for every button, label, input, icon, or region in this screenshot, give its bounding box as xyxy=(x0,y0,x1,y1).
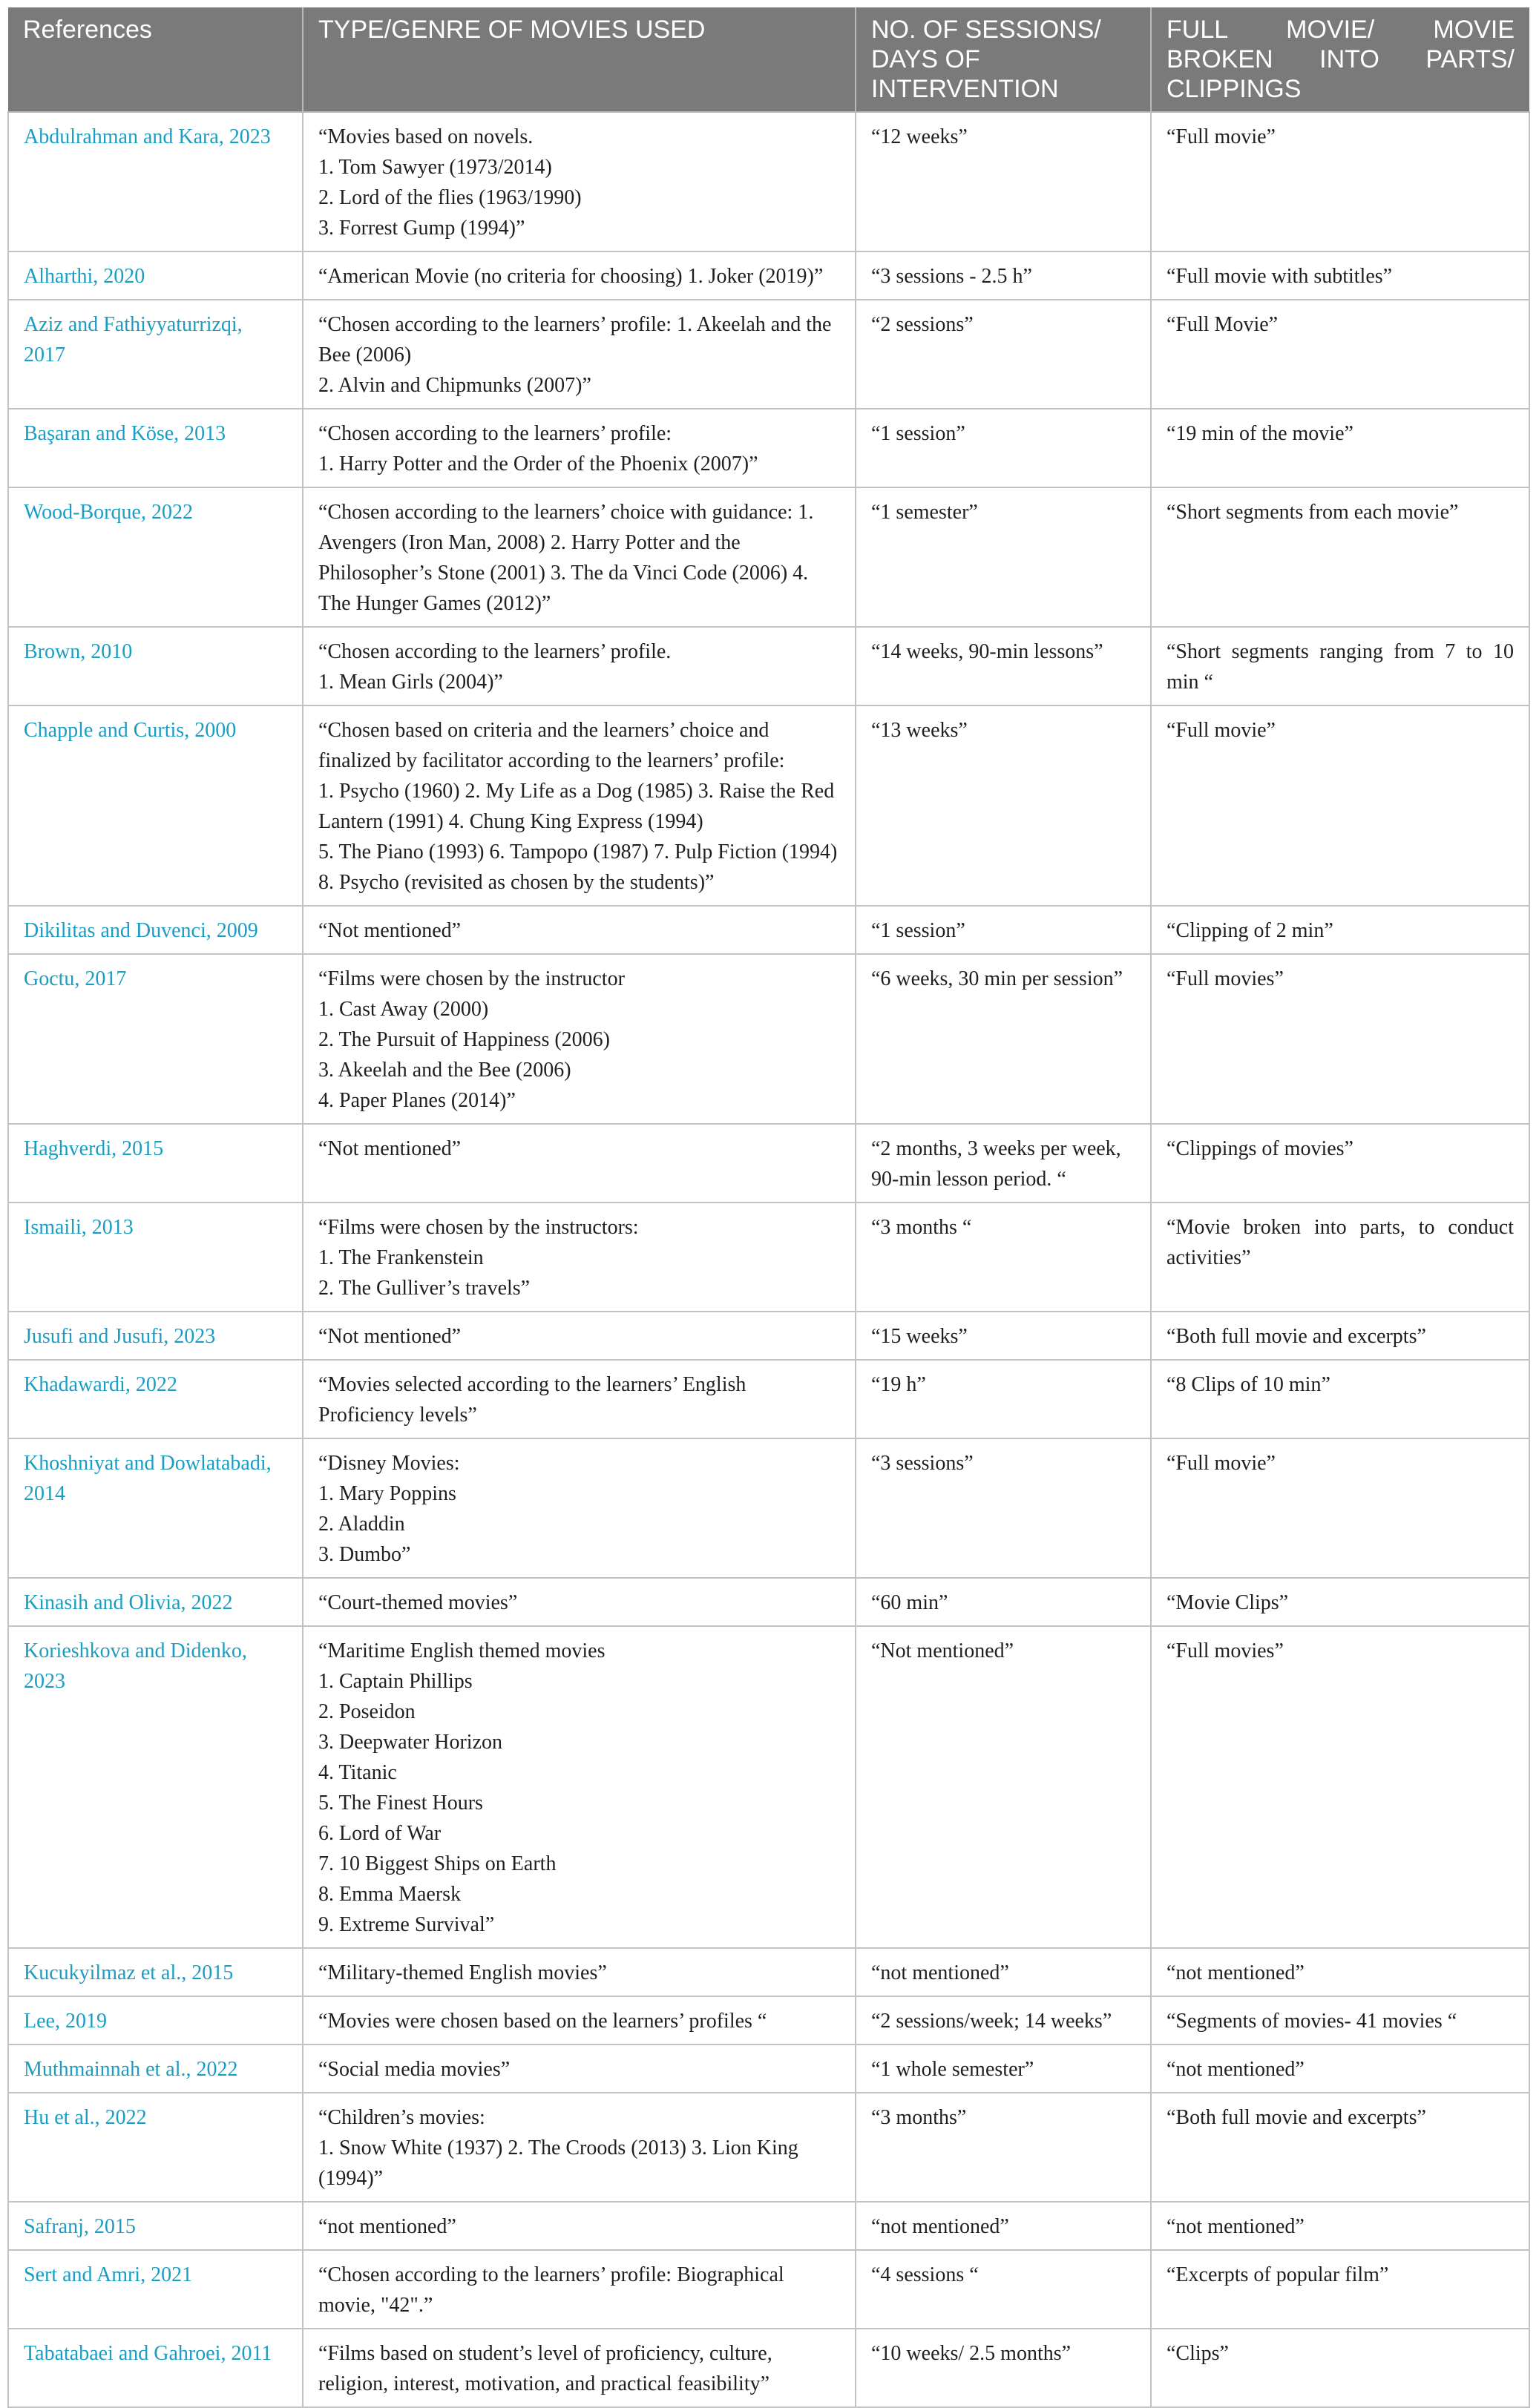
reference-link[interactable]: Dikilitas and Duvenci, 2009 xyxy=(8,906,303,954)
format-cell: “Segments of movies- 41 movies “ xyxy=(1151,1996,1529,2045)
movies-cell xyxy=(303,1360,856,1438)
table-row xyxy=(8,2093,1529,2202)
reference-link[interactable]: Lee, 2019 xyxy=(8,1996,303,2045)
movie-line: 2. The Pursuit of Happiness (2006) xyxy=(318,1028,610,1051)
movies-cell xyxy=(303,1578,856,1626)
reference-link[interactable]: Khadawardi, 2022 xyxy=(8,1360,303,1438)
sessions-cell: “2 sessions/week; 14 weeks” xyxy=(856,1996,1151,2045)
table-row xyxy=(8,954,1529,1124)
movie-line: 9. Extreme Survival” xyxy=(318,1913,495,1936)
reference-link[interactable]: Ismaili, 2013 xyxy=(8,1203,303,1312)
movies-cell xyxy=(303,409,856,487)
movie-line: 1. Cast Away (2000) xyxy=(318,998,489,1021)
movie-line: “Maritime English themed movies xyxy=(318,1639,606,1662)
format-cell: “Full movie” xyxy=(1151,112,1529,251)
movie-line: 2. Lord of the flies (1963/1990) xyxy=(318,186,582,209)
movies-cell xyxy=(303,1996,856,2045)
movie-line: 8. Emma Maersk xyxy=(318,1883,462,1906)
reference-link[interactable]: Brown, 2010 xyxy=(8,627,303,705)
movies-cell xyxy=(303,705,856,906)
movies-cell xyxy=(303,300,856,409)
movie-line: “Disney Movies: xyxy=(318,1452,460,1475)
movie-line: 1. The Frankenstein xyxy=(318,1246,484,1269)
table-row xyxy=(8,1948,1529,1996)
format-cell: “not mentioned” xyxy=(1151,2045,1529,2093)
sessions-cell: “3 months” xyxy=(856,2093,1151,2202)
movies-cell xyxy=(303,112,856,251)
movies-cell xyxy=(303,627,856,705)
table-row xyxy=(8,1578,1529,1626)
movie-line: 1. Mean Girls (2004)” xyxy=(318,671,503,694)
table-row xyxy=(8,2250,1529,2329)
movies-cell xyxy=(303,2045,856,2093)
format-cell: “Full movies” xyxy=(1151,1626,1529,1948)
movie-line: 5. The Piano (1993) 6. Tampopo (1987) 7. Pulp Fiction (1994) 8. Psycho (revisited as chosen by the students)” xyxy=(318,841,838,894)
movies-cell xyxy=(303,2329,856,2407)
sessions-cell: “4 sessions “ xyxy=(856,2250,1151,2329)
movie-line: “Chosen according to the learners’ profile: xyxy=(318,422,672,445)
movies-cell xyxy=(303,1124,856,1203)
table-row xyxy=(8,300,1529,409)
movies-cell xyxy=(303,251,856,300)
movie-line: “Films were chosen by the instructor xyxy=(318,967,625,990)
movies-cell xyxy=(303,487,856,627)
movie-line: “Children’s movies: xyxy=(318,2106,485,2129)
movie-line: “Military-themed English movies” xyxy=(318,1961,607,1984)
header-references: References xyxy=(8,7,303,112)
sessions-cell: “3 sessions” xyxy=(856,1438,1151,1578)
reference-link[interactable]: Wood-Borque, 2022 xyxy=(8,487,303,627)
format-cell: “Both full movie and excerpts” xyxy=(1151,1312,1529,1360)
movie-line: “Films based on student’s level of proficiency, culture, religion, interest, motivation, and practical feasibility” xyxy=(318,2342,772,2395)
table-body xyxy=(8,112,1529,2407)
table-row xyxy=(8,1203,1529,1312)
format-cell: “Clippings of movies” xyxy=(1151,1124,1529,1203)
reference-link[interactable]: Aziz and Fathiyyaturrizqi, 2017 xyxy=(8,300,303,409)
format-cell: “not mentioned” xyxy=(1151,2202,1529,2250)
sessions-cell: “12 weeks” xyxy=(856,112,1151,251)
sessions-cell: “1 session” xyxy=(856,906,1151,954)
format-cell: “Full movies” xyxy=(1151,954,1529,1124)
sessions-cell: “not mentioned” xyxy=(856,1948,1151,1996)
sessions-cell: “3 months “ xyxy=(856,1203,1151,1312)
movie-line: 4. Paper Planes (2014)” xyxy=(318,1089,516,1112)
movies-cell xyxy=(303,1626,856,1948)
movies-cell xyxy=(303,2202,856,2250)
format-cell: “Full movie” xyxy=(1151,1438,1529,1578)
movie-line: “Not mentioned” xyxy=(318,1137,462,1160)
sessions-cell: “6 weeks, 30 min per session” xyxy=(856,954,1151,1124)
movie-line: “Chosen according to the learners’ profile: Biographical movie, "42".” xyxy=(318,2263,784,2317)
sessions-cell: “3 sessions - 2.5 h” xyxy=(856,251,1151,300)
movie-line: 1. Harry Potter and the Order of the Phoenix (2007)” xyxy=(318,453,758,476)
sessions-cell: “13 weeks” xyxy=(856,705,1151,906)
table-row xyxy=(8,487,1529,627)
movie-line: 1. Tom Sawyer (1973/2014) xyxy=(318,156,552,179)
reference-link[interactable]: Başaran and Köse, 2013 xyxy=(8,409,303,487)
movie-line: 3. Akeelah and the Bee (2006) xyxy=(318,1059,571,1082)
table-row xyxy=(8,251,1529,300)
sessions-cell: “15 weeks” xyxy=(856,1312,1151,1360)
table-row xyxy=(8,2329,1529,2407)
movie-line: 3. Deepwater Horizon xyxy=(318,1731,503,1754)
format-cell: “8 Clips of 10 min” xyxy=(1151,1360,1529,1438)
reference-link[interactable]: Alharthi, 2020 xyxy=(8,251,303,300)
sessions-cell: “not mentioned” xyxy=(856,2202,1151,2250)
movies-cell xyxy=(303,2093,856,2202)
movie-line: 7. 10 Biggest Ships on Earth xyxy=(318,1852,557,1875)
movie-line: 3. Forrest Gump (1994)” xyxy=(318,217,525,240)
sessions-cell: “10 weeks/ 2.5 months” xyxy=(856,2329,1151,2407)
movie-line: 6. Lord of War xyxy=(318,1822,442,1845)
movie-line: 1. Snow White (1937) 2. The Croods (2013) 3. Lion King (1994)” xyxy=(318,2136,798,2190)
table-row xyxy=(8,627,1529,705)
sessions-cell: “1 semester” xyxy=(856,487,1151,627)
movies-cell xyxy=(303,1438,856,1578)
reference-link[interactable]: Muthmainnah et al., 2022 xyxy=(8,2045,303,2093)
format-cell: “Both full movie and excerpts” xyxy=(1151,2093,1529,2202)
sessions-cell: “Not mentioned” xyxy=(856,1626,1151,1948)
format-cell: “not mentioned” xyxy=(1151,1948,1529,1996)
table-row xyxy=(8,409,1529,487)
reference-link[interactable]: Chapple and Curtis, 2000 xyxy=(8,705,303,906)
movies-cell xyxy=(303,1948,856,1996)
reference-link[interactable]: Jusufi and Jusufi, 2023 xyxy=(8,1312,303,1360)
movie-line: “Films were chosen by the instructors: xyxy=(318,1216,639,1239)
table-row xyxy=(8,1360,1529,1438)
format-cell: “Full Movie” xyxy=(1151,300,1529,409)
format-cell: “Movie Clips” xyxy=(1151,1578,1529,1626)
movie-line: 1. Captain Phillips xyxy=(318,1670,473,1693)
movie-line: “Not mentioned” xyxy=(318,919,462,942)
format-cell: “Full movie with subtitles” xyxy=(1151,251,1529,300)
movies-cell xyxy=(303,2250,856,2329)
sessions-cell: “14 weeks, 90-min lessons” xyxy=(856,627,1151,705)
format-cell: “Short segments from each movie” xyxy=(1151,487,1529,627)
movie-line: “Chosen according to the learners’ profile. xyxy=(318,640,672,663)
table-header xyxy=(8,7,1529,112)
table-row xyxy=(8,1124,1529,1203)
format-cell: “Full movie” xyxy=(1151,705,1529,906)
format-cell: “Clipping of 2 min” xyxy=(1151,906,1529,954)
movie-line: “Chosen based on criteria and the learners’ choice and finalized by facilitator according to the learners’ profile: xyxy=(318,719,785,772)
movies-cell xyxy=(303,1203,856,1312)
sessions-cell: “2 months, 3 weeks per week, 90-min lesson period. “ xyxy=(856,1124,1151,1203)
movie-line: 2. Poseidon xyxy=(318,1700,416,1723)
movies-cell xyxy=(303,906,856,954)
sessions-cell: “2 sessions” xyxy=(856,300,1151,409)
reference-link[interactable]: Hu et al., 2022 xyxy=(8,2093,303,2202)
reference-link[interactable]: Abdulrahman and Kara, 2023 xyxy=(8,112,303,251)
movie-line: “not mentioned” xyxy=(318,2215,456,2238)
reference-link[interactable]: Kinasih and Olivia, 2022 xyxy=(8,1578,303,1626)
table-row xyxy=(8,1626,1529,1948)
sessions-cell: “1 whole semester” xyxy=(856,2045,1151,2093)
table-row xyxy=(8,705,1529,906)
movie-line: 2. Alvin and Chipmunks (2007)” xyxy=(318,374,591,397)
movie-line: “Movies were chosen based on the learners’ profiles “ xyxy=(318,2010,767,2033)
header-row xyxy=(8,7,1529,112)
table-row xyxy=(8,2045,1529,2093)
table-row xyxy=(8,2202,1529,2250)
reference-link[interactable]: Sert and Amri, 2021 xyxy=(8,2250,303,2329)
format-cell: “Short segments ranging from 7 to 10 min “ xyxy=(1151,627,1529,705)
format-cell: “Clips” xyxy=(1151,2329,1529,2407)
table-row xyxy=(8,112,1529,251)
movie-line: “Movies selected according to the learners’ English Proficiency levels” xyxy=(318,1373,746,1427)
movies-cell xyxy=(303,1312,856,1360)
table-row xyxy=(8,1996,1529,2045)
table-row xyxy=(8,906,1529,954)
movie-line: 3. Dumbo” xyxy=(318,1543,411,1566)
sessions-cell: “1 session” xyxy=(856,409,1151,487)
format-cell: “19 min of the movie” xyxy=(1151,409,1529,487)
sessions-cell: “60 min” xyxy=(856,1578,1151,1626)
format-cell: “Excerpts of popular film” xyxy=(1151,2250,1529,2329)
reference-link[interactable]: Safranj, 2015 xyxy=(8,2202,303,2250)
reference-link[interactable]: Haghverdi, 2015 xyxy=(8,1124,303,1203)
header-movie-format: FULL MOVIE/ MOVIE BROKEN INTO PARTS/ CLIPPINGS xyxy=(1151,7,1529,112)
movie-line: “Social media movies” xyxy=(318,2058,511,2081)
movie-line: “American Movie (no criteria for choosing) 1. Joker (2019)” xyxy=(318,265,824,288)
table-row xyxy=(8,1438,1529,1578)
movie-line: “Chosen according to the learners’ choice with guidance: 1. Avengers (Iron Man, 2008) 2. Harry Potter and the Philosopher’s Stone (2001) 3. The da Vinci Code (2006) 4. The Hunger Games (2012)” xyxy=(318,501,814,615)
format-cell: “Movie broken into parts, to conduct activities” xyxy=(1151,1203,1529,1312)
sessions-cell: “19 h” xyxy=(856,1360,1151,1438)
movie-line: 5. The Finest Hours xyxy=(318,1792,483,1815)
table-row xyxy=(8,1312,1529,1360)
movie-line: 2. The Gulliver’s travels” xyxy=(318,1277,531,1300)
movie-line: “Court-themed movies” xyxy=(318,1591,518,1614)
movie-line: 2. Aladdin xyxy=(318,1513,405,1536)
header-sessions: NO. OF SESSIONS/ DAYS OF INTERVENTION xyxy=(856,7,1151,112)
movie-line: 1. Psycho (1960) 2. My Life as a Dog (1985) 3. Raise the Red Lantern (1991) 4. Chung King Express (1994) xyxy=(318,780,835,833)
reference-link[interactable]: Khoshniyat and Dowlatabadi, 2014 xyxy=(8,1438,303,1578)
movie-line: “Movies based on novels. xyxy=(318,125,534,148)
movie-line: 1. Mary Poppins xyxy=(318,1482,456,1505)
movies-cell xyxy=(303,954,856,1124)
header-movie-genre: TYPE/GENRE OF MOVIES USED xyxy=(303,7,856,112)
reference-link[interactable]: Kucukyilmaz et al., 2015 xyxy=(8,1948,303,1996)
movie-line: 4. Titanic xyxy=(318,1761,397,1784)
references-table xyxy=(7,7,1530,2408)
reference-link[interactable]: Goctu, 2017 xyxy=(8,954,303,1124)
reference-link[interactable]: Tabatabaei and Gahroei, 2011 xyxy=(8,2329,303,2407)
movie-line: “Not mentioned” xyxy=(318,1325,462,1348)
reference-link[interactable]: Korieshkova and Didenko, 2023 xyxy=(8,1626,303,1948)
movie-line: “Chosen according to the learners’ profile: 1. Akeelah and the Bee (2006) xyxy=(318,313,832,366)
